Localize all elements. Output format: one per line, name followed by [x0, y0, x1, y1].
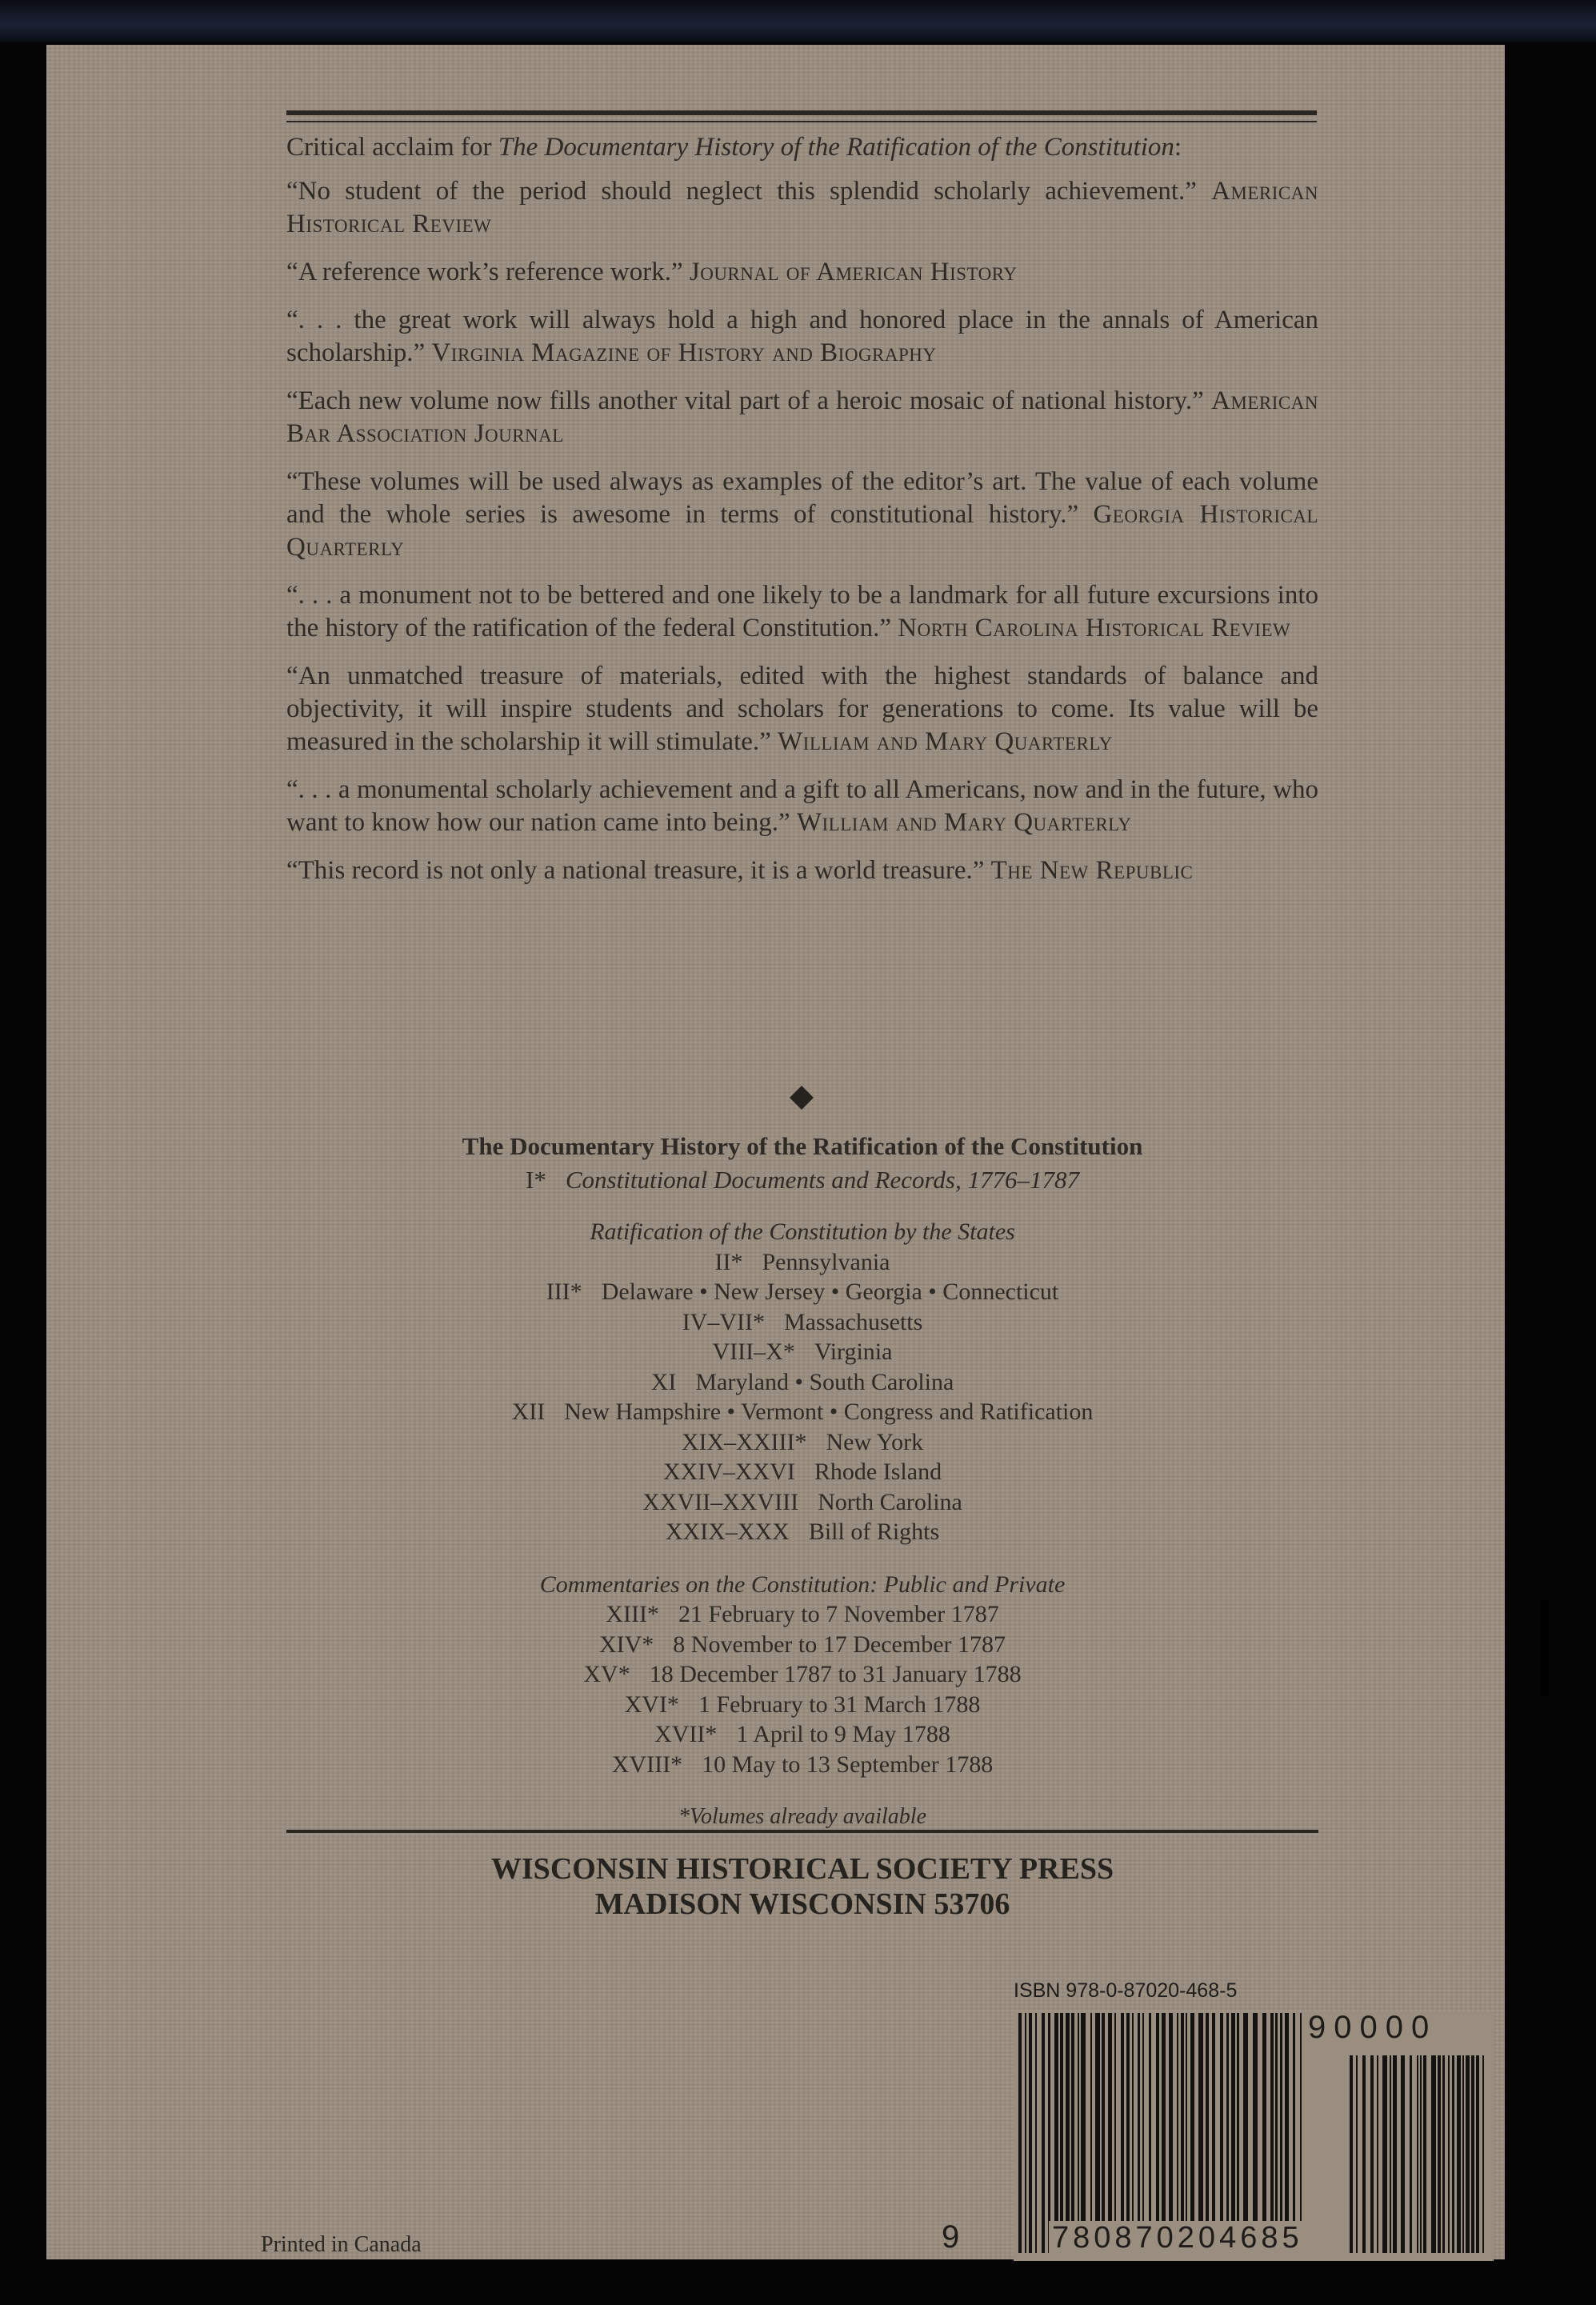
availability-note: *Volumes already available — [678, 1804, 926, 1829]
addon-barcode-bar — [1466, 2055, 1470, 2253]
volume-entry: II* Pennsylvania — [714, 1248, 890, 1275]
quote-text: “A reference work’s reference work.” — [286, 258, 690, 286]
volume-entry: I* Constitutional Documents and Records, 1776–1787 — [526, 1165, 1079, 1194]
addon-barcode-bar — [1457, 2055, 1461, 2253]
barcode-bar — [1081, 2013, 1086, 2253]
quote-source: American Historical Review — [286, 177, 1318, 238]
printed-in-note: Printed in Canada — [261, 2232, 422, 2257]
addon-barcode-bar — [1417, 2055, 1418, 2253]
quote-source: Virginia Magazine of History and Biography — [431, 338, 937, 367]
volume-entry: XXIV–XXVI Rhode Island — [662, 1459, 942, 1485]
review-quote — [286, 304, 1318, 370]
barcode-bar — [1206, 2013, 1209, 2253]
addon-barcode-bar — [1377, 2055, 1378, 2253]
quote-text: “. . . a monumental scholarly achievement and a gift to all Americans, now and in the future, who want to know how our nation came into being.” — [286, 775, 1318, 837]
volume-entry: XXVII–XXVIII North Carolina — [642, 1488, 962, 1515]
quote-text: “. . . a monument not to be bettered and one likely to be a landmark for all future excursions into the history of the ratification of the federal Constitution.” — [286, 581, 1318, 642]
addon-barcode-bar — [1356, 2055, 1358, 2253]
volume-entry: XXIX–XXX Bill of Rights — [665, 1519, 940, 1545]
quote-source: Journal of American History — [689, 258, 1018, 286]
volume-entry: XVIII* 10 May to 13 September 1788 — [611, 1751, 994, 1778]
addon-barcode-bar — [1452, 2055, 1454, 2253]
barcode-digits: 780870204685 — [1049, 2221, 1306, 2255]
review-quote — [286, 579, 1318, 645]
addon-barcode-bar — [1362, 2055, 1366, 2253]
barcode-bar — [1231, 2013, 1235, 2253]
barcode-bar — [1048, 2013, 1050, 2253]
barcode-bar — [1114, 2013, 1116, 2253]
states-heading: Ratification of the Constitution by the States — [590, 1219, 1015, 1245]
barcode-bar — [1177, 2013, 1178, 2253]
series-title: The Documentary History of the Ratification of the Constitution — [462, 1132, 1143, 1160]
quote-text: “An unmatched treasure of materials, edited with the highest standards of balance and objectivity, it will inspire students and scholars for generations to come. Its value will be measured in the scholarship it will stimulate.” — [286, 662, 1318, 756]
barcode-bar — [1186, 2013, 1187, 2253]
barcode-lead-digit: 9 — [942, 2219, 960, 2255]
volume-entry: IV–VII* Massachusetts — [682, 1308, 923, 1335]
barcode-bar — [1285, 2013, 1289, 2253]
barcode-bar — [1220, 2013, 1223, 2253]
barcode-bar — [1090, 2013, 1092, 2253]
states-volume-group — [286, 1217, 1318, 1547]
series-title-italic: The Documentary History of the Ratification of the Constitution — [498, 133, 1174, 162]
addon-barcode-bar — [1410, 2055, 1412, 2253]
publisher-name: WISCONSIN HISTORICAL SOCIETY PRESS — [490, 1852, 1114, 1886]
addon-barcode-bar — [1382, 2055, 1387, 2253]
quote-source: William and Mary Quarterly — [778, 727, 1113, 756]
addon-barcode-bar — [1482, 2055, 1484, 2253]
addon-barcode-bar — [1350, 2055, 1353, 2253]
bottom-rule — [286, 1830, 1318, 1833]
volume-entry: XIII* 21 February to 7 November 1787 — [606, 1601, 999, 1627]
barcode-bar — [1243, 2013, 1248, 2253]
barcode-bar — [1253, 2013, 1258, 2253]
addon-barcode-bar — [1370, 2055, 1374, 2253]
quote-source: William and Mary Quarterly — [796, 808, 1132, 837]
review-quote — [286, 256, 1318, 289]
barcode-bar — [1149, 2013, 1151, 2253]
barcode-bar — [1270, 2013, 1274, 2253]
top-rule-thin — [286, 121, 1317, 122]
barcode-bar — [1121, 2013, 1124, 2253]
volume-entry: VIII–X* Virginia — [712, 1339, 893, 1365]
publisher-imprint — [286, 1851, 1318, 1922]
edge-shadow — [1541, 1600, 1549, 1696]
top-rule-thick — [286, 110, 1317, 115]
review-quote — [286, 466, 1318, 564]
barcode-bar — [1025, 2013, 1026, 2253]
quote-text: “Each new volume now fills another vital part of a heroic mosaic of national history.” — [286, 386, 1212, 415]
barcode-bar — [1181, 2013, 1184, 2253]
barcode-bar — [1095, 2013, 1100, 2253]
quote-source: The New Republic — [990, 856, 1194, 885]
barcode-bar — [1018, 2013, 1022, 2253]
addon-barcode-bar — [1390, 2055, 1391, 2253]
barcode-bar — [1029, 2013, 1032, 2253]
review-quote — [286, 175, 1318, 241]
addon-barcode-bar — [1462, 2055, 1464, 2253]
barcode-bar — [1078, 2013, 1079, 2253]
addon-barcode-bar — [1471, 2055, 1474, 2253]
quote-text: “No student of the period should neglect this splendid scholarly achievement.” — [286, 177, 1212, 206]
quote-source: North Carolina Historical Review — [898, 614, 1291, 642]
volume-entry: XII New Hampshire • Vermont • Congress and Ratification — [511, 1399, 1094, 1425]
isbn-label: ISBN 978-0-87020-468-5 — [1014, 1979, 1238, 2002]
addon-barcode-bar — [1431, 2055, 1436, 2253]
barcode-bar — [1293, 2013, 1295, 2253]
volume-entry: XIX–XXIII* New York — [681, 1428, 924, 1455]
quote-source: American Bar Association Journal — [286, 386, 1318, 448]
barcode-bar — [1262, 2013, 1266, 2253]
critical-acclaim — [286, 131, 1318, 902]
diamond-ornament-icon — [790, 1086, 814, 1110]
commentaries-volume-group — [286, 1570, 1318, 1780]
barcode-bar — [1102, 2013, 1105, 2253]
barcode-bar — [1190, 2013, 1194, 2253]
barcode-price-addon: 90000 — [1308, 2010, 1438, 2045]
barcode-bar — [1126, 2013, 1130, 2253]
barcode-bar — [1226, 2013, 1229, 2253]
spine-edge — [0, 0, 1596, 42]
addon-barcode-bar — [1448, 2055, 1450, 2253]
review-quote — [286, 774, 1318, 839]
addon-barcode-bar — [1423, 2055, 1426, 2253]
review-quote — [286, 660, 1318, 758]
addon-barcode-bar — [1420, 2055, 1422, 2253]
barcode-bar — [1035, 2013, 1037, 2253]
barcode-bar — [1156, 2013, 1159, 2253]
quote-text: “These volumes will be used always as examples of the editor’s art. The value of each volume and the whole series is awesome in terms of constitutional history.” — [286, 467, 1318, 529]
barcode-bar — [1280, 2013, 1282, 2253]
book-back-cover — [46, 45, 1505, 2259]
publisher-address: MADISON WISCONSIN 53706 — [594, 1887, 1010, 1921]
barcode-bar — [1169, 2013, 1173, 2253]
volume-entry: XVI* 1 February to 31 March 1788 — [624, 1691, 981, 1718]
volume-entry: XIV* 8 November to 17 December 1787 — [598, 1631, 1006, 1658]
barcode-bar — [1237, 2013, 1239, 2253]
volume-entry: XI Maryland • South Carolina — [650, 1368, 954, 1395]
addon-barcode-bar — [1442, 2055, 1445, 2253]
series-volume-list — [286, 1131, 1318, 1832]
barcode-bar — [1212, 2013, 1215, 2253]
quote-text: “. . . the great work will always hold a high and honored place in the annals of American scholarship.” — [286, 306, 1318, 367]
barcode-bar — [1142, 2013, 1144, 2253]
review-quote — [286, 385, 1318, 450]
acclaim-intro: Critical acclaim for The Documentary History of the Ratification of the Constitution: — [286, 133, 1182, 162]
barcode-bar — [1066, 2013, 1070, 2253]
commentaries-heading: Commentaries on the Constitution: Public and Private — [539, 1571, 1066, 1598]
barcode-bar — [1071, 2013, 1074, 2253]
volume-entry: XVII* 1 April to 9 May 1788 — [654, 1721, 950, 1747]
addon-barcode-bar — [1401, 2055, 1405, 2253]
barcode-bar — [1275, 2013, 1278, 2253]
volume-entry: XV* 18 December 1787 to 31 January 1788 — [583, 1661, 1022, 1687]
barcode-bar — [1138, 2013, 1140, 2253]
addon-barcode-bar — [1438, 2055, 1441, 2253]
volume-entry: III* Delaware • New Jersey • Georgia • Connecticut — [546, 1279, 1059, 1305]
barcode-bar — [1300, 2013, 1302, 2253]
addon-barcode-bar — [1393, 2055, 1397, 2253]
addon-barcode-bar — [1476, 2055, 1479, 2253]
quote-source: Georgia Historical Quarterly — [286, 500, 1318, 562]
barcode-bar — [1132, 2013, 1134, 2253]
review-quote — [286, 854, 1318, 887]
barcode-bar — [1060, 2013, 1063, 2253]
barcode-bar — [1042, 2013, 1045, 2253]
barcode-bar — [1054, 2013, 1058, 2253]
quote-text: “This record is not only a national treasure, it is a world treasure.” — [286, 856, 991, 885]
barcode-bar — [1108, 2013, 1112, 2253]
barcode-bar — [1198, 2013, 1203, 2253]
barcode-bar — [1162, 2013, 1166, 2253]
